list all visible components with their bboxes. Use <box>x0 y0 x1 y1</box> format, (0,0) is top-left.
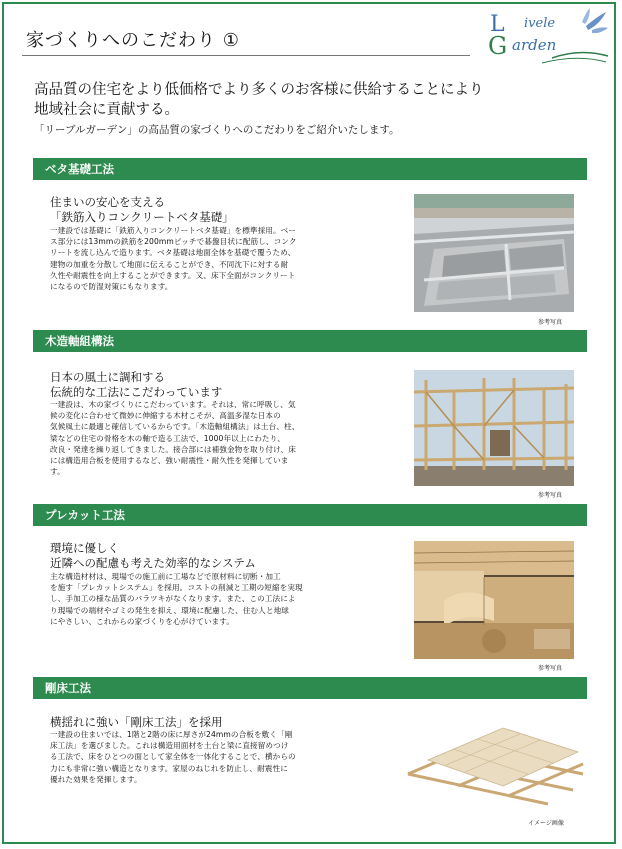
intro-line-3: 「リーブルガーデン」の高品質の家づくりへのこだわりをご紹介いたします。 <box>34 124 400 136</box>
rigid-floor-illustration <box>398 712 588 812</box>
section-title-line-1: 住まいの安心を支える <box>50 195 165 209</box>
body-line: を施す「プレカットシステム」を採用。コストの削減と工期の短縮を実現 <box>50 583 303 593</box>
body-line: リートを流し込んで造ります。ベタ基礎は地面全体を基礎で覆うため、 <box>50 248 296 258</box>
title-divider <box>22 55 470 56</box>
body-line: 優れた効果を発揮します。 <box>50 774 142 784</box>
section-heading: プレカット工法 <box>45 508 125 522</box>
section-band-beta-foundation <box>33 158 587 180</box>
body-line: 改良・発達を繰り返してきました。接合部には補強金物を取り付け、床 <box>50 444 296 454</box>
section-title-line-2: 近隣への配慮も考えた効率的なシステム <box>50 556 256 570</box>
body-line: る工法で、床をひとつの面として家全体を一体化することで、横からの <box>50 752 296 762</box>
section-body <box>50 399 400 477</box>
page-title: 家づくりへのこだわり ① <box>26 30 240 51</box>
logo-letter-l: L <box>490 12 505 37</box>
section-band-precut <box>33 504 587 526</box>
precut-lumber-photo <box>414 541 574 659</box>
section-band-rigid-floor <box>33 677 587 699</box>
intro-line-1: 高品質の住宅をより低価格でより多くのお客様に供給することにより <box>34 82 484 98</box>
body-line: にやさしい、これからの家づくりを心がけています。 <box>50 616 235 626</box>
section-title-line-2: 伝統的な工法にこだわっています <box>50 385 223 399</box>
body-line: 床工法」を選びました。これは構造用面材を土台と梁に直接留めつけ <box>50 741 289 751</box>
section-body <box>50 225 400 292</box>
section-title-line-1: 横揺れに強い「剛床工法」を採用 <box>50 715 223 729</box>
body-line: 一建設は、木の家づくりにこだわっています。それは、常に呼吸し、気 <box>50 400 296 409</box>
body-line: 建物の加重を分散して地面に伝えることができ、不同沈下に対する耐 <box>50 259 289 269</box>
livele-garden-logo <box>482 8 610 70</box>
wood-frame-photo <box>414 370 574 486</box>
section-title-line-2: 「鉄筋入りコンクリートベタ基礎」 <box>50 210 234 224</box>
intro-line-2: 地域社会に貢献する。 <box>34 102 179 118</box>
body-line: 梁などの住宅の骨格を木の軸で造る工法で、1000年以上にわたり、 <box>50 433 285 443</box>
photo-caption: 参考写真 <box>538 319 563 326</box>
section-title-line-1: 日本の風土に調和する <box>50 370 165 384</box>
photo-caption: 参考写真 <box>538 492 563 499</box>
body-line: す。 <box>50 467 65 477</box>
body-line: 一建設の住まいでは、1階と2階の床に厚さが24mmの合板を敷く「剛 <box>50 730 293 739</box>
body-line: 久性や耐震性を向上することができます。又、床下全面がコンクリート <box>50 270 296 280</box>
body-line: には構造用合板を使用するなど、強い耐震性・耐久性を発揮していま <box>50 456 289 466</box>
section-heading: 剛床工法 <box>45 681 91 695</box>
body-line: ス部分には13mmの鉄筋を200mmピッチで碁盤目状に配筋し、コンク <box>50 237 297 247</box>
logo-letter-g: G <box>488 32 508 60</box>
section-heading: ベタ基礎工法 <box>45 162 114 176</box>
intro-block <box>34 80 594 137</box>
logo-word-arden: arden <box>512 36 557 54</box>
foundation-photo <box>414 194 574 312</box>
section-heading: 木造軸組構法 <box>45 334 114 348</box>
body-line: し、手加工の様な品質のバラツキがなくなります。また、この工法によ <box>50 594 296 604</box>
photo-caption: 参考写真 <box>538 665 563 672</box>
body-line: り現場での端材やゴミの発生を抑え、環境に配慮した、住む人と地球 <box>50 605 289 615</box>
body-line: 気候風土に最適と確信しているからです。「木造軸組構法」は土台、柱、 <box>50 422 300 432</box>
illustration-caption: イメージ画像 <box>528 820 564 827</box>
section-title-line-1: 環境に優しく <box>50 541 119 555</box>
section-band-wood-frame <box>33 330 587 352</box>
section-body <box>50 729 400 785</box>
body-line: 候の変化に合わせて微妙に伸縮する木材こそが、高温多湿な日本の <box>50 411 281 421</box>
section-body <box>50 571 400 627</box>
logo-word-ivele: ivele <box>524 16 556 31</box>
body-line: 力にも非常に強い構造となります。家屋のねじれを防止し、耐震性に <box>50 763 288 773</box>
body-line: になるので防湿対策にもなります。 <box>50 282 173 292</box>
body-line: 一建設では基礎に「鉄筋入りコンクリートベタ基礎」を標準採用。ベー <box>50 226 297 235</box>
body-line: 主な構造材材は、現場での施工前に工場などで原材料に切断・加工 <box>50 572 281 581</box>
